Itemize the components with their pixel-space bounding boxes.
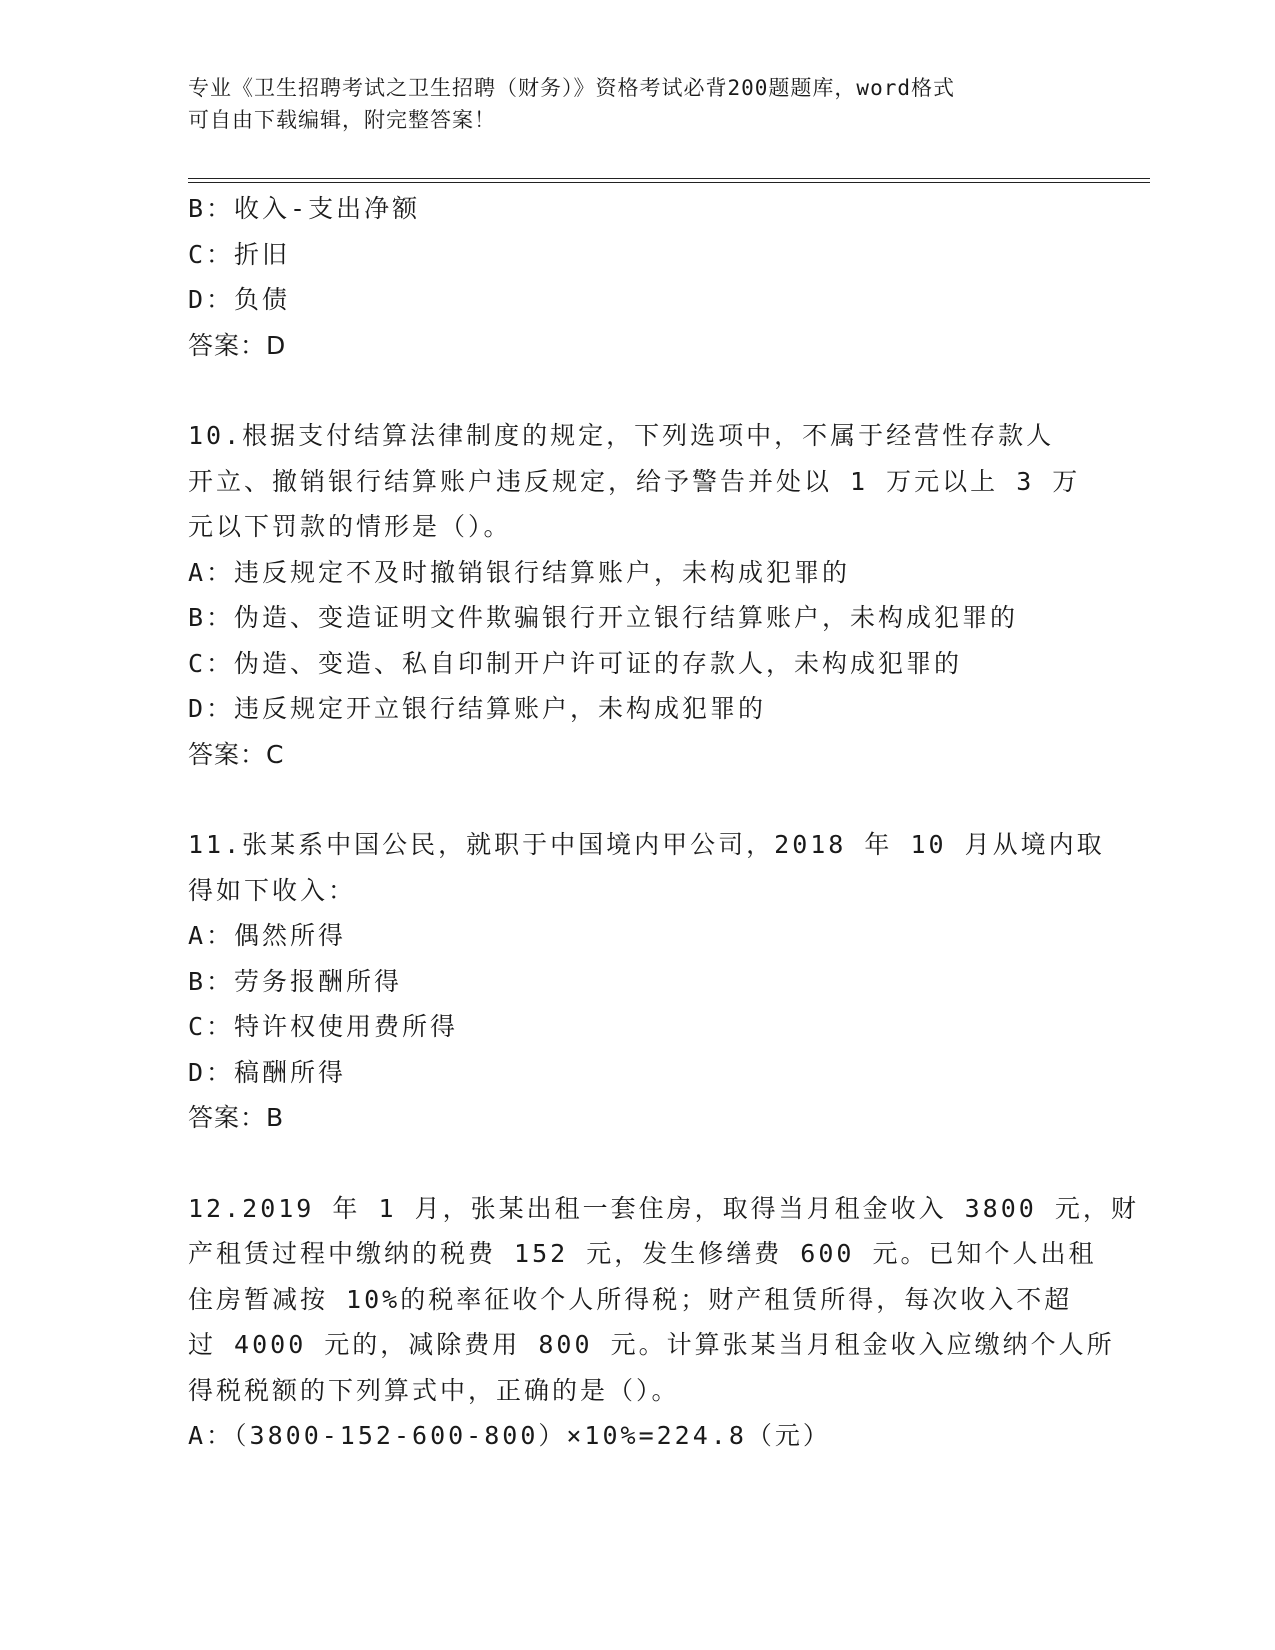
question-11-stem-line-2: 得如下收入：: [188, 875, 357, 905]
document-body: [188, 186, 1139, 1459]
question-10-option-a: A：违反规定不及时撤销银行结算账户，未构成犯罪的: [188, 557, 851, 587]
question-11-option-d: D：稿酬所得: [188, 1057, 347, 1087]
question-10-answer: 答案：C: [188, 739, 285, 769]
question-10-stem-line-1: 10.根据支付结算法律制度的规定，下列选项中，不属于经营性存款人: [188, 421, 1055, 450]
question-10-option-b: B：伪造、变造证明文件欺骗银行开立银行结算账户，未构成犯罪的: [188, 603, 1019, 632]
question-9-option-c: C：折旧: [188, 239, 291, 269]
question-12-stem-line-5: 得税税额的下列算式中，正确的是（）。: [188, 1375, 680, 1405]
question-9-option-d: D：负债: [188, 285, 291, 314]
header-title-line-1: 专业《卫生招聘考试之卫生招聘（财务）》资格考试必背200题题库，word格式: [188, 76, 955, 100]
question-12-stem-line-1: 12.2019 年 1 月，张某出租一套住房，取得当月租金收入 3800 元，财: [188, 1193, 1139, 1223]
question-12-stem-line-4: 过 4000 元的，减除费用 800 元。计算张某当月租金收入应缴纳个人所: [188, 1330, 1115, 1359]
question-9: [188, 186, 1088, 368]
question-10-option-c: C：伪造、变造、私自印制开户许可证的存款人，未构成犯罪的: [188, 648, 963, 678]
question-12-stem-line-3: 住房暂减按 10%的税率征收个人所得税；财产租赁所得，每次收入不超: [188, 1284, 1073, 1314]
question-11-option-b: B：劳务报酬所得: [188, 966, 403, 996]
spacer: [188, 777, 1088, 822]
question-12: [188, 1186, 1139, 1459]
question-12-option-a: A：（3800-152-600-800）×10%=224.8（元）: [188, 1421, 831, 1450]
question-10-stem-line-2: 开立、撤销银行结算账户违反规定，给予警告并处以 1 万元以上 3 万: [188, 466, 1081, 496]
question-10: [188, 413, 1088, 777]
header-title-line-2: 可自由下载编辑，附完整答案！: [188, 108, 496, 132]
header-divider-top: [188, 178, 1150, 179]
document-header: [188, 72, 1068, 136]
question-11: [188, 822, 1105, 1141]
question-11-option-c: C：特许权使用费所得: [188, 1012, 459, 1041]
question-10-option-d: D：违反规定开立银行结算账户，未构成犯罪的: [188, 694, 767, 723]
question-11-stem-line-1: 11.张某系中国公民，就职于中国境内甲公司，2018 年 10 月从境内取: [188, 830, 1105, 859]
question-11-option-a: A：偶然所得: [188, 921, 347, 950]
spacer: [188, 368, 1088, 413]
spacer: [188, 1141, 1088, 1186]
question-9-option-b: B：收入-支出净额: [188, 194, 421, 223]
question-11-answer: 答案：B: [188, 1103, 285, 1132]
question-12-stem-line-2: 产租赁过程中缴纳的税费 152 元，发生修缮费 600 元。已知个人出租: [188, 1239, 1097, 1268]
header-divider-bottom: [188, 182, 1150, 183]
question-10-stem-line-3: 元以下罚款的情形是（）。: [188, 512, 512, 541]
question-9-answer: 答案：D: [188, 330, 287, 360]
